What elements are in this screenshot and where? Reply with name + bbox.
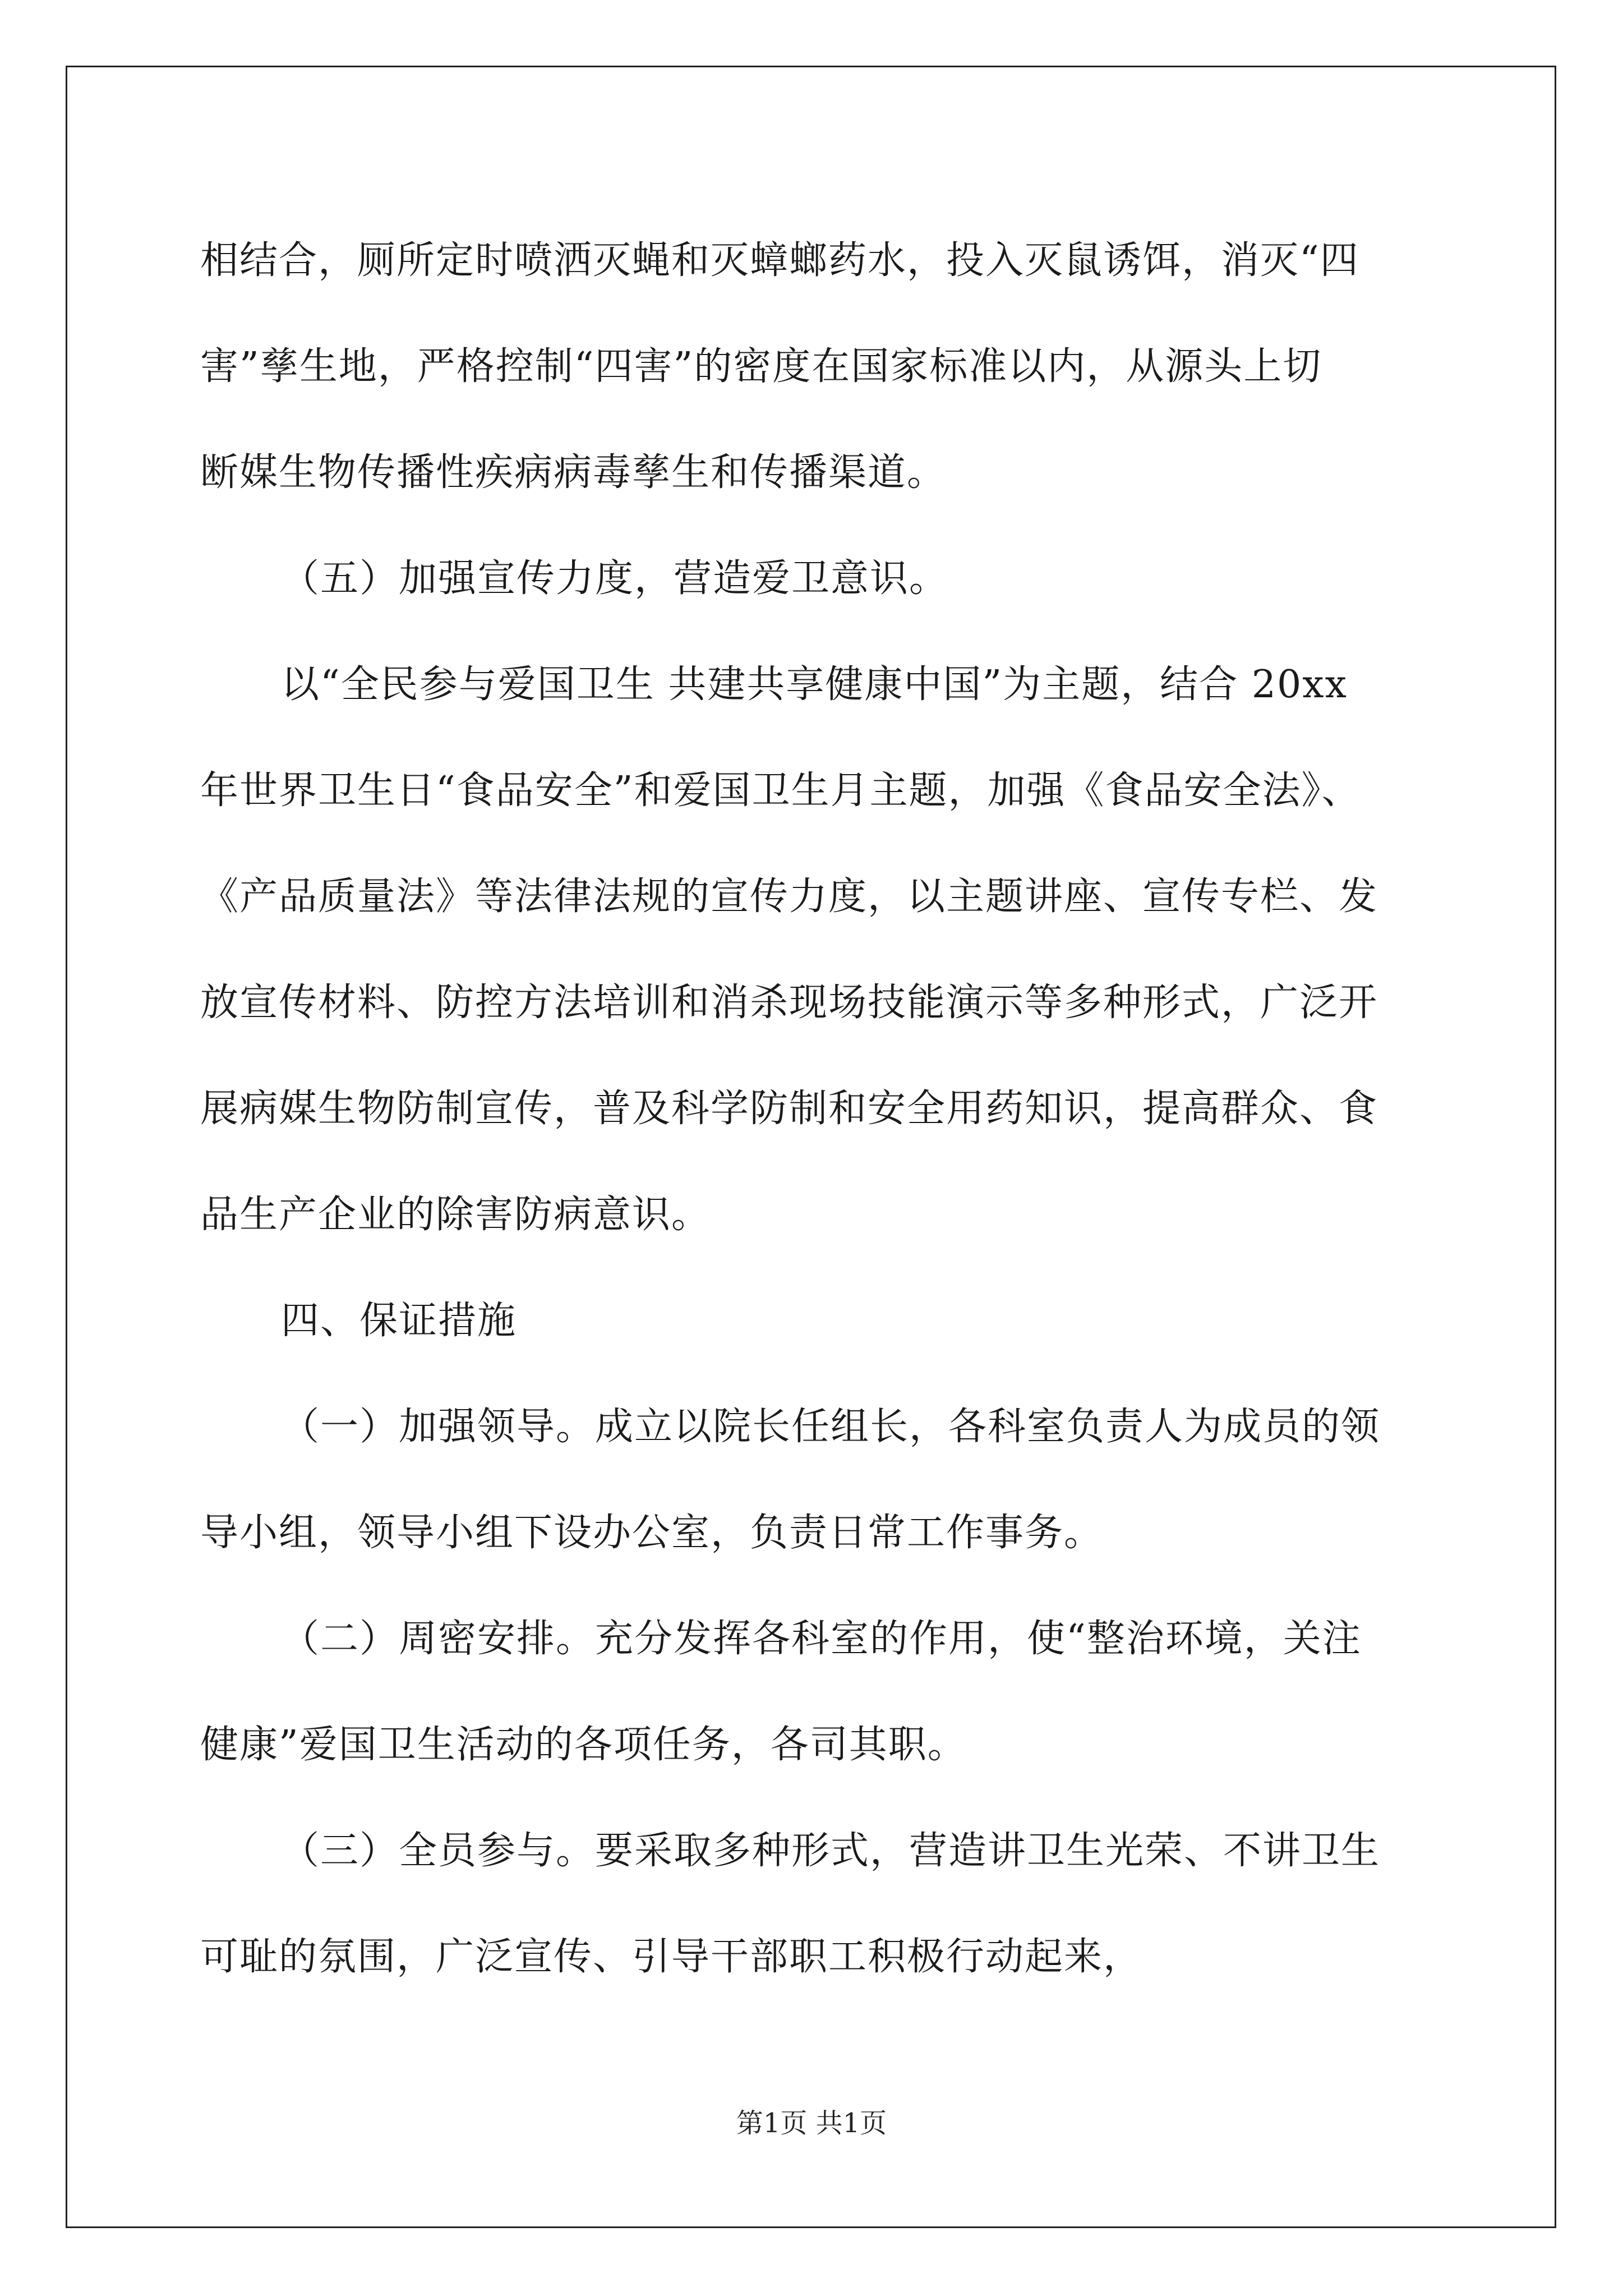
document-body <box>200 208 1423 2010</box>
text-line: 健康”爱国卫生活动的各项任务，各司其职。 <box>200 1723 967 1767</box>
text-line: 年世界卫生日“食品安全”和爱国卫生月主题，加强《食品安全法》、 <box>200 769 1361 813</box>
text-line: 《产品质量法》等法律法规的宣传力度，以主题讲座、宣传专栏、发 <box>200 875 1378 919</box>
text-line: （一）加强领导。成立以院长任组长，各科室负责人为成员的领 <box>281 1405 1381 1449</box>
text-line: 相结合，厕所定时喷洒灭蝇和灭蟑螂药水，投入灭鼠诱饵，消灭“四 <box>200 238 1359 283</box>
text-line: 可耻的氛围，广泛宣传、引导干部职工积极行动起来， <box>200 1935 1143 1979</box>
text-line: 品生产企业的除害防病意识。 <box>200 1193 711 1237</box>
text-line: 以“全民参与爱国卫生 共建共享健康中国”为主题，结合 20xx <box>281 662 1348 707</box>
text-line: 四、保证措施 <box>281 1299 517 1343</box>
page-footer: 第1页 共1页 <box>736 2108 887 2139</box>
paragraph <box>200 208 1423 526</box>
text-line: （二）周密安排。充分发挥各科室的作用，使“整治环境，关注 <box>281 1617 1362 1661</box>
text-line: （三）全员参与。要采取多种形式，营造讲卫生光荣、不讲卫生 <box>281 1829 1381 1873</box>
paragraph <box>200 1586 1423 1798</box>
section-heading-four <box>200 1268 1423 1374</box>
paragraph <box>200 1374 1423 1586</box>
text-line: 导小组，领导小组下设办公室，负责日常工作事务。 <box>200 1511 1104 1555</box>
text-line: 放宣传材料、防控方法培训和消杀现场技能演示等多种形式，广泛开 <box>200 981 1378 1025</box>
text-line: （五）加强宣传力度，营造爱卫意识。 <box>281 556 949 601</box>
paragraph <box>200 1798 1423 2010</box>
paragraph <box>200 632 1423 1268</box>
section-heading-five <box>200 526 1423 632</box>
text-line: 断媒生物传播性疾病病毒孳生和传播渠道。 <box>200 450 947 495</box>
text-line: 害”孳生地，严格控制“四害”的密度在国家标准以内，从源头上切 <box>200 344 1322 389</box>
text-line: 展病媒生物防制宣传，普及科学防制和安全用药知识，提高群众、食 <box>200 1087 1378 1131</box>
